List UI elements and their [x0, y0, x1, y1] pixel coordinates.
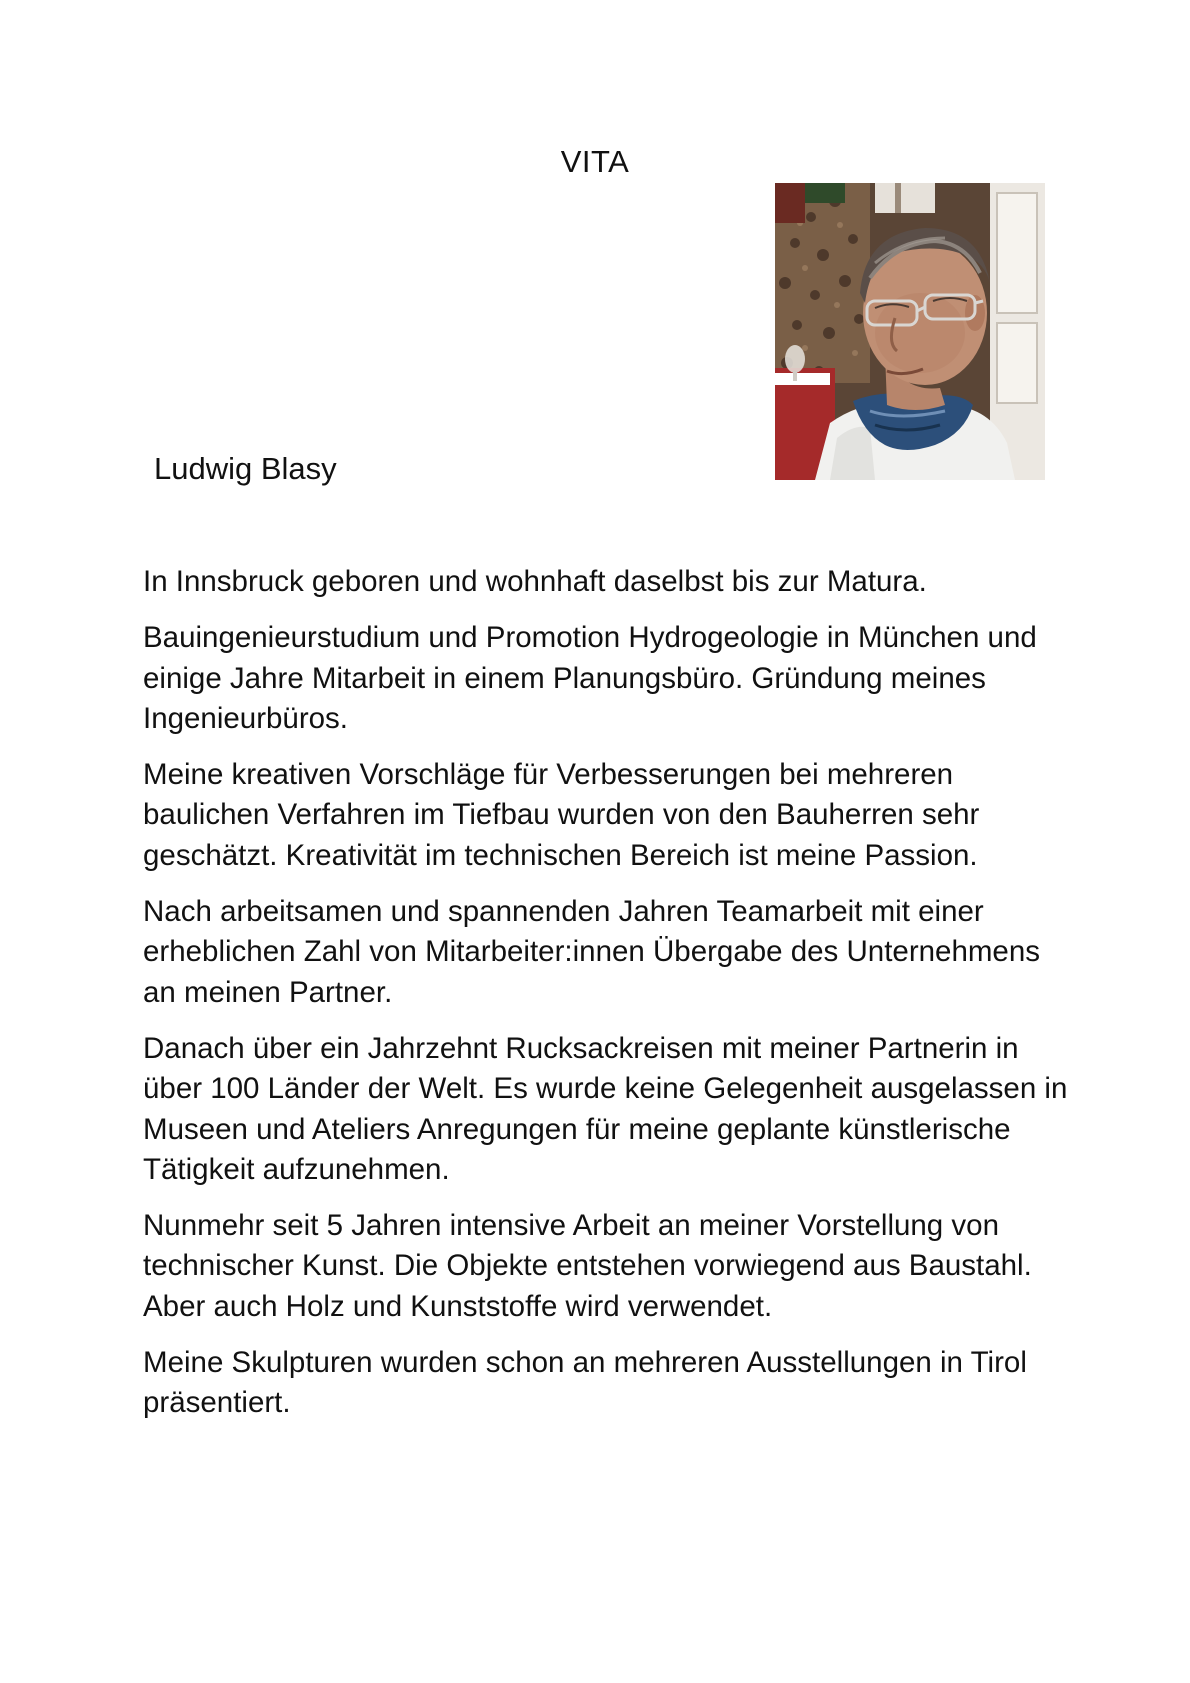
person-name: Ludwig Blasy — [154, 451, 337, 486]
paragraph-creativity: Meine kreativen Vorschläge für Verbesserungen bei mehreren baulichen Verfahren im Tiefbau wurden von den Bauherren sehr geschätzt. Kreativität im technischen Bereich ist meine Passion. — [143, 758, 980, 872]
paragraph-travel: Danach über ein Jahrzehnt Rucksackreisen mit meiner Partnerin in über 100 Länder der Welt. Es wurde keine Gelegenheit ausgelassen in Museen und Ateliers Anregungen für meine geplante künstlerische Tätigkeit aufzunehmen. — [143, 1031, 1068, 1186]
paragraph-studies: Bauingenieurstudium und Promotion Hydrogeologie in München und einige Jahre Mitarbeit in einem Planungsbüro. Gründung meines Ingenieurbüros. — [143, 621, 1037, 735]
portrait-photo — [775, 183, 1045, 480]
paragraph-exhibitions: Meine Skulpturen wurden schon an mehreren Ausstellungen in Tirol präsentiert. — [143, 1346, 1027, 1420]
paragraph-art: Nunmehr seit 5 Jahren intensive Arbeit an meiner Vorstellung von technischer Kunst. Die Objekte entstehen vorwiegend aus Baustahl. Aber auch Holz und Kunststoffe wird verwendet. — [143, 1209, 1032, 1323]
biography-text — [143, 562, 1073, 1440]
page-title: VITA — [560, 144, 630, 179]
paragraph-birth: In Innsbruck geboren und wohnhaft daselbst bis zur Matura. — [143, 565, 927, 598]
paragraph-teamwork: Nach arbeitsamen und spannenden Jahren Teamarbeit mit einer erheblichen Zahl von Mitarbeiter:innen Übergabe des Unternehmens an meinen Partner. — [143, 895, 1040, 1009]
